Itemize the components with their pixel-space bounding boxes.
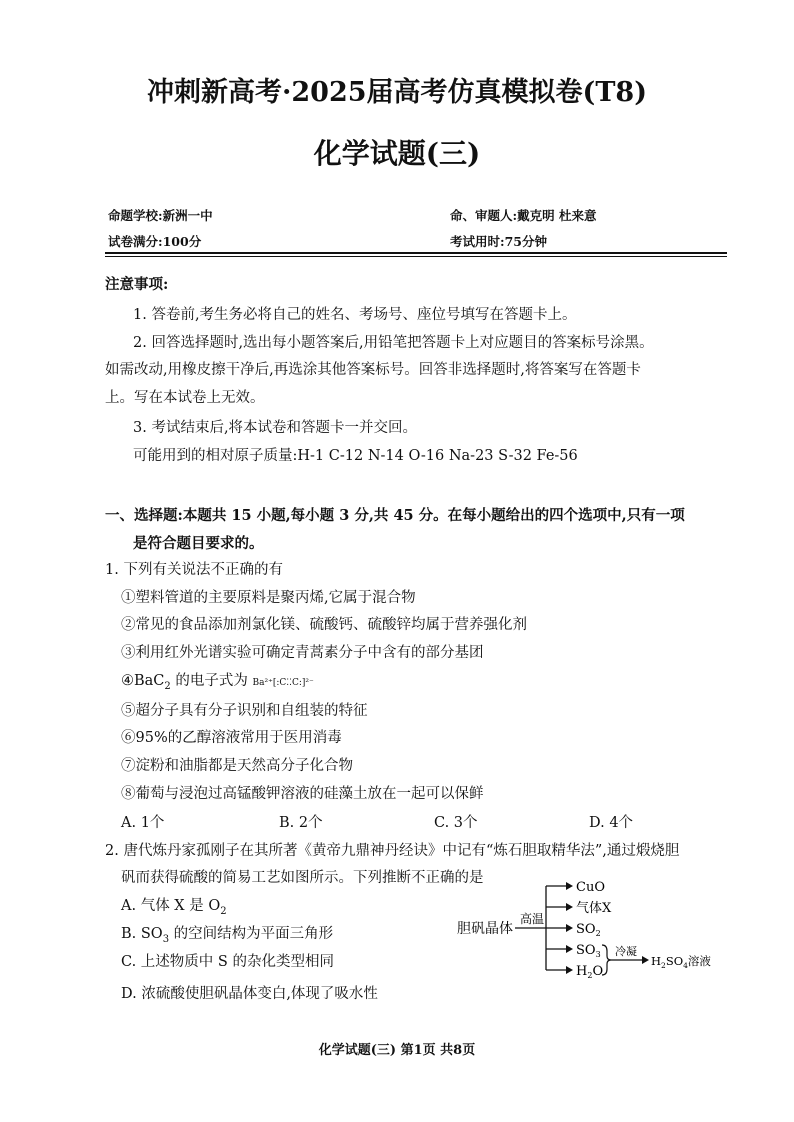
q1-s4-subscript: 2 xyxy=(164,680,171,692)
notice-item-2-line-2: 如需改动,用橡皮擦干净后,再选涂其他答案标号。回答非选择题时,将答案写在答题卡 xyxy=(105,362,641,378)
q2-option-c: C. 上述物质中 S 的杂化类型相同 xyxy=(121,954,334,970)
diagram-arrowhead-1 xyxy=(566,882,573,890)
q2-b-text-post: 的空间结构为平面三角形 xyxy=(169,926,334,942)
q1-s4-electron-formula: Ba²⁺[:C⁚⁚C:]²⁻ xyxy=(252,678,314,688)
diagram-arrowhead-3 xyxy=(566,924,573,932)
q1-statement-3: ③利用红外光谱实验可确定青蒿素分子中含有的部分基团 xyxy=(121,645,484,661)
diagram-arrowhead-2 xyxy=(566,903,573,911)
notice-item-2-line-1: 2. 回答选择题时,选出每小题答案后,用铅笔把答题卡上对应题目的答案标号涂黑。 xyxy=(133,335,654,351)
diagram-product-cuo: CuO xyxy=(576,880,605,895)
school-info: 命题学校:新洲一中 xyxy=(108,208,213,223)
q1-s4-middle: 的电子式为 xyxy=(170,673,253,689)
notice-heading: 注意事项: xyxy=(105,276,169,293)
diagram-condense-arrowhead xyxy=(642,956,649,964)
q2-process-diagram xyxy=(455,875,725,980)
q1-statement-5: ⑤超分子具有分子识别和自组装的特征 xyxy=(121,703,368,719)
authors-info: 命、审题人:戴克明 杜来意 xyxy=(450,208,597,223)
q2-a-subscript: 2 xyxy=(220,905,227,917)
header-rule-thin xyxy=(105,256,727,257)
q1-statement-4 xyxy=(121,673,314,693)
diagram-product-gas-x: 气体X xyxy=(576,901,612,916)
diagram-product-so3: $SO_3$ xyxy=(576,943,601,959)
notice-item-1: 1. 答卷前,考生务必将自己的姓名、考场号、座位号填写在答题卡上。 xyxy=(133,307,577,323)
q1-stem: 1. 下列有关说法不正确的有 xyxy=(105,562,283,578)
q1-statement-6: ⑥95%的乙醇溶液常用于医用消毒 xyxy=(121,730,342,746)
q1-statement-8: ⑧葡萄与浸泡过高锰酸钾溶液的硅藻土放在一起可以保鲜 xyxy=(121,786,484,802)
q2-b-text: B. SO xyxy=(121,926,163,942)
q1-statement-1: ①塑料管道的主要原料是聚丙烯,它属于混合物 xyxy=(121,590,416,606)
q2-stem-line-1: 2. 唐代炼丹家孤刚子在其所著《黄帝九鼎神丹经诀》中记有“炼石胆取精华法”,通过煅烧胆 xyxy=(105,843,680,859)
diagram-arrowhead-4 xyxy=(566,945,573,953)
q1-option-c: C. 3个 xyxy=(434,815,478,831)
duration-info: 考试用时:75分钟 xyxy=(450,234,548,249)
diagram-brace xyxy=(602,945,611,975)
q2-stem-line-2: 矾而获得硫酸的简易工艺如图所示。下列推断不正确的是 xyxy=(121,870,484,886)
q1-statement-2: ②常见的食品添加剂氯化镁、硫酸钙、硫酸锌均属于营养强化剂 xyxy=(121,617,527,633)
q1-option-d: D. 4个 xyxy=(589,815,634,831)
notice-item-3: 3. 考试结束后,将本试卷和答题卡一并交回。 xyxy=(133,420,418,436)
q2-a-text: A. 气体 X 是 O xyxy=(121,898,221,914)
section-heading-line-1: 一、选择题:本题共 15 小题,每小题 3 分,共 45 分。在每小题给出的四个选项中,只有一项 xyxy=(105,507,685,524)
q1-option-b: B. 2个 xyxy=(279,815,323,831)
diagram-condense-label: 冷凝 xyxy=(615,945,637,958)
header-rule-thick xyxy=(105,252,727,254)
notice-item-2-line-3: 上。写在本试卷上无效。 xyxy=(105,390,265,406)
page-footer: 化学试题(三) 第1页 共8页 xyxy=(318,1043,476,1058)
diagram-final-product: $H_2SO_4$溶液 xyxy=(651,954,711,970)
diagram-source: 胆矾晶体 xyxy=(457,921,513,937)
exam-subtitle: 化学试题(三) xyxy=(313,137,481,170)
diagram-condition: 高温 xyxy=(520,912,545,926)
q2-option-d: D. 浓硫酸使胆矾晶体变白,体现了吸水性 xyxy=(121,986,378,1002)
q1-option-a: A. 1个 xyxy=(121,815,165,831)
atomic-masses: 可能用到的相对原子质量:H-1 C-12 N-14 O-16 Na-23 S-32 Fe-56 xyxy=(133,448,578,464)
exam-title: 冲刺新高考·2025届高考仿真模拟卷(T8) xyxy=(147,77,647,108)
q2-option-a xyxy=(121,898,227,918)
q1-s4-prefix: ④BaC xyxy=(121,673,165,689)
diagram-product-h2o: $H_2O$ xyxy=(576,964,604,980)
diagram-arrowhead-5 xyxy=(566,966,573,974)
q2-option-b xyxy=(121,926,333,946)
section-heading-line-2: 是符合题目要求的。 xyxy=(133,535,264,552)
q1-statement-7: ⑦淀粉和油脂都是天然高分子化合物 xyxy=(121,758,353,774)
full-score-info: 试卷满分:100分 xyxy=(108,234,202,249)
diagram-product-so2: $SO_2$ xyxy=(576,922,601,938)
q2-b-subscript: 3 xyxy=(162,933,170,945)
